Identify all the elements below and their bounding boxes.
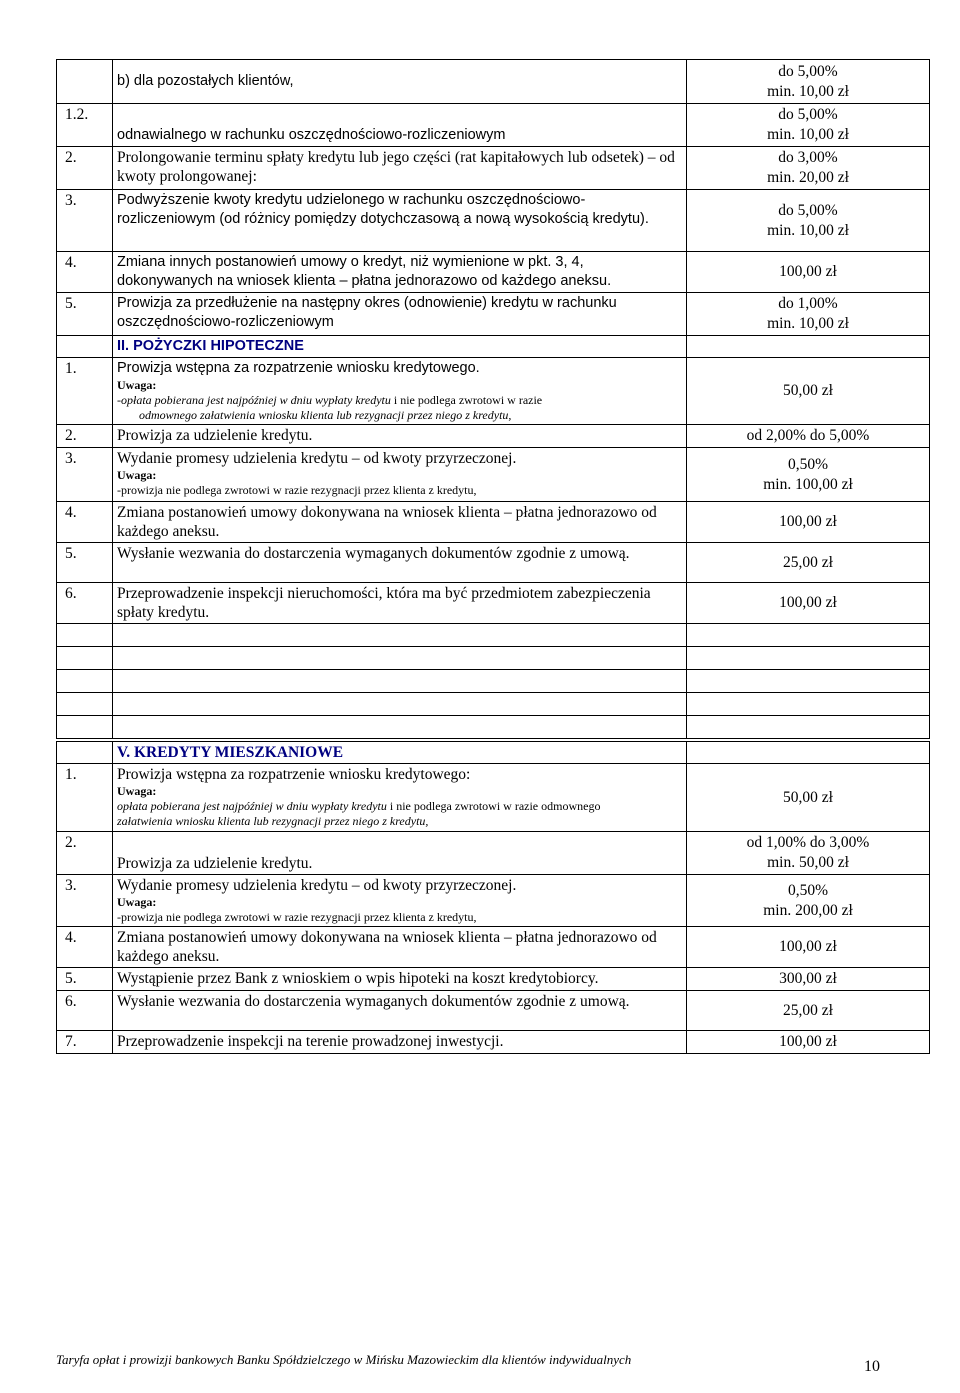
row-value [687, 190, 930, 252]
table-row [57, 502, 930, 543]
table-row [57, 190, 930, 252]
value-line: min. 200,00 zł [763, 901, 853, 919]
row-number [57, 336, 113, 358]
row-number: 6. [57, 583, 113, 624]
value-line: do 3,00% [778, 149, 838, 166]
note-label: Uwaga: [117, 378, 157, 392]
row-value [687, 336, 930, 358]
note-text: odmownego załatwienia wniosku klienta lub rezygnacji przez niego z kredytu, [139, 408, 512, 422]
table-row [57, 425, 930, 448]
value-line: 0,50% [787, 881, 829, 899]
row-value [687, 832, 930, 875]
row-number: 2. [57, 425, 113, 448]
row-description [113, 875, 687, 927]
row-number: 4. [57, 502, 113, 543]
value-line: min. 100,00 zł [763, 475, 853, 493]
value-line: do 1,00% [778, 295, 838, 312]
value-line: do 5,00% [778, 106, 838, 123]
table-row [57, 764, 930, 832]
empty-row [57, 647, 930, 670]
table-row [57, 991, 930, 1031]
row-value: 100,00 zł [687, 1031, 930, 1054]
section-header-row [57, 336, 930, 358]
row-number: 6. [57, 991, 113, 1031]
table-row [57, 147, 930, 190]
row-description [113, 764, 687, 832]
fee-table-mortgage [56, 741, 930, 1054]
value-line: min. 10,00 zł [767, 82, 849, 100]
section-title: V. KREDYTY MIESZKANIOWE [113, 742, 687, 764]
section-header-row [57, 742, 930, 764]
row-description: Zmiana postanowień umowy dokonywana na wniosek klienta – płatna jednorazowo od każdego aneksu. [113, 927, 687, 968]
row-value [687, 60, 930, 104]
row-value: 25,00 zł [687, 543, 930, 583]
row-description: b) dla pozostałych klientów, [113, 60, 687, 104]
empty-row [57, 624, 930, 647]
table-row [57, 583, 930, 624]
row-value: 100,00 zł [687, 583, 930, 624]
row-number: 7. [57, 1031, 113, 1054]
table-row [57, 252, 930, 293]
row-number: 3. [57, 875, 113, 927]
section-title: II. POŻYCZKI HIPOTECZNE [113, 336, 687, 358]
note-text: -prowizja nie podlega zwrotowi w razie rezygnacji przez klienta z kredytu, [117, 910, 477, 924]
row-value: 50,00 zł [687, 358, 930, 425]
row-number [57, 60, 113, 104]
table-row [57, 293, 930, 336]
table-row [57, 358, 930, 425]
note-label: Uwaga: [117, 784, 157, 798]
row-value: 100,00 zł [687, 252, 930, 293]
note-text: załatwienia wniosku klienta lub rezygnacji przez niego z kredytu, [117, 814, 429, 828]
row-description: Wysłanie wezwania do dostarczenia wymaganych dokumentów zgodnie z umową. [113, 543, 687, 583]
value-line: min. 10,00 zł [767, 126, 849, 143]
note-plain: i nie podlega zwrotowi w razie [393, 393, 543, 407]
row-number: 2. [57, 147, 113, 190]
note-plain: i nie podlega zwrotowi w razie odmownego [389, 799, 601, 813]
row-number: 3. [57, 448, 113, 502]
row-value: od 2,00% do 5,00% [687, 425, 930, 448]
row-description: Wysłanie wezwania do dostarczenia wymaganych dokumentów zgodnie z umową. [113, 991, 687, 1031]
row-value [687, 742, 930, 764]
table-row [57, 968, 930, 991]
value-line: 0,50% [787, 455, 829, 473]
row-description: Prowizja za udzielenie kredytu. [113, 425, 687, 448]
empty-row [57, 670, 930, 693]
row-value [687, 293, 930, 336]
row-value: 50,00 zł [687, 764, 930, 832]
fee-table-upper-wrapper [56, 59, 928, 1054]
note-label: Uwaga: [117, 895, 157, 909]
row-number: 4. [57, 927, 113, 968]
row-value [687, 104, 930, 147]
note-label: Uwaga: [117, 468, 157, 482]
row-description: Prowizja za przedłużenie na następny okres (odnowienie) kredytu w rachunku oszczędnościowo-rozliczeniowym [113, 293, 687, 336]
row-value [687, 448, 930, 502]
row-description: Zmiana innych postanowień umowy o kredyt, niż wymienione w pkt. 3, 4, dokonywanych na wniosek klienta – płatna jednorazowo od każdego aneksu. [113, 252, 687, 293]
row-number: 5. [57, 543, 113, 583]
row-description: odnawialnego w rachunku oszczędnościowo-rozliczeniowym [113, 104, 687, 147]
row-number: 1.2. [57, 104, 113, 147]
table-row [57, 60, 930, 104]
row-value: 100,00 zł [687, 502, 930, 543]
note-text [117, 799, 683, 814]
note-italic: opłata pobierana jest najpóźniej w dniu wypłaty kredytu [117, 799, 387, 813]
table-row [57, 543, 930, 583]
row-description: Podwyższenie kwoty kredytu udzielonego w rachunku oszczędnościowo-rozliczeniowym (od różnicy pomiędzy dotychczasową a nową wysokością kredytu). [113, 190, 687, 252]
table-row [57, 1031, 930, 1054]
row-value: 100,00 zł [687, 927, 930, 968]
row-number: 1. [57, 764, 113, 832]
row-value [687, 147, 930, 190]
row-description: Przeprowadzenie inspekcji na terenie prowadzonej inwestycji. [113, 1031, 687, 1054]
row-title: Wydanie promesy udzielenia kredytu – od kwoty przyrzeczonej. [117, 450, 517, 467]
value-line: min. 20,00 zł [767, 169, 849, 186]
table-row [57, 104, 930, 147]
row-number: 1. [57, 358, 113, 425]
row-value [687, 875, 930, 927]
value-line: od 1,00% do 3,00% [746, 834, 870, 851]
table-row [57, 927, 930, 968]
row-number: 2. [57, 832, 113, 875]
note-text: -prowizja nie podlega zwrotowi w razie rezygnacji przez klienta z kredytu, [117, 483, 477, 497]
value-line: min. 10,00 zł [767, 221, 849, 239]
row-title: Prowizja wstępna za rozpatrzenie wniosku kredytowego: [117, 766, 471, 783]
row-value: 300,00 zł [687, 968, 930, 991]
empty-row [57, 716, 930, 739]
row-number: 3. [57, 190, 113, 252]
row-description [113, 358, 687, 425]
row-description: Prowizja za udzielenie kredytu. [113, 832, 687, 875]
row-number: 5. [57, 293, 113, 336]
row-description: Prolongowanie terminu spłaty kredytu lub jego części (rat kapitałowych lub odsetek) – od kwoty prolongowanej: [113, 147, 687, 190]
row-description [113, 448, 687, 502]
page-footer: Taryfa opłat i prowizji bankowych Banku Spółdzielczego w Mińsku Mazowieckim dla klientów indywidualnych [56, 1352, 632, 1367]
page-number: 10 [864, 1358, 880, 1375]
table-row [57, 448, 930, 502]
row-title: Wydanie promesy udzielenia kredytu – od kwoty przyrzeczonej. [117, 877, 517, 894]
row-title: Prowizja wstępna za rozpatrzenie wniosku kredytowego. [117, 360, 480, 376]
empty-row [57, 693, 930, 716]
note-italic: -opłata pobierana jest najpóźniej w dniu wypłaty kredytu [117, 393, 391, 407]
value-line: do 5,00% [778, 201, 838, 219]
note-text [117, 393, 683, 408]
table-row [57, 875, 930, 927]
value-line: min. 50,00 zł [767, 854, 849, 871]
value-line: min. 10,00 zł [767, 315, 849, 332]
row-description: Przeprowadzenie inspekcji nieruchomości, która ma być przedmiotem zabezpieczenia spłaty kredytu. [113, 583, 687, 624]
row-value: 25,00 zł [687, 991, 930, 1031]
row-number: 4. [57, 252, 113, 293]
row-number: 5. [57, 968, 113, 991]
row-description: Wystąpienie przez Bank z wnioskiem o wpis hipoteki na koszt kredytobiorcy. [113, 968, 687, 991]
fee-table-upper [56, 59, 930, 739]
row-description: Zmiana postanowień umowy dokonywana na wniosek klienta – płatna jednorazowo od każdego aneksu. [113, 502, 687, 543]
table-row [57, 832, 930, 875]
row-number [57, 742, 113, 764]
value-line: do 5,00% [778, 62, 838, 80]
